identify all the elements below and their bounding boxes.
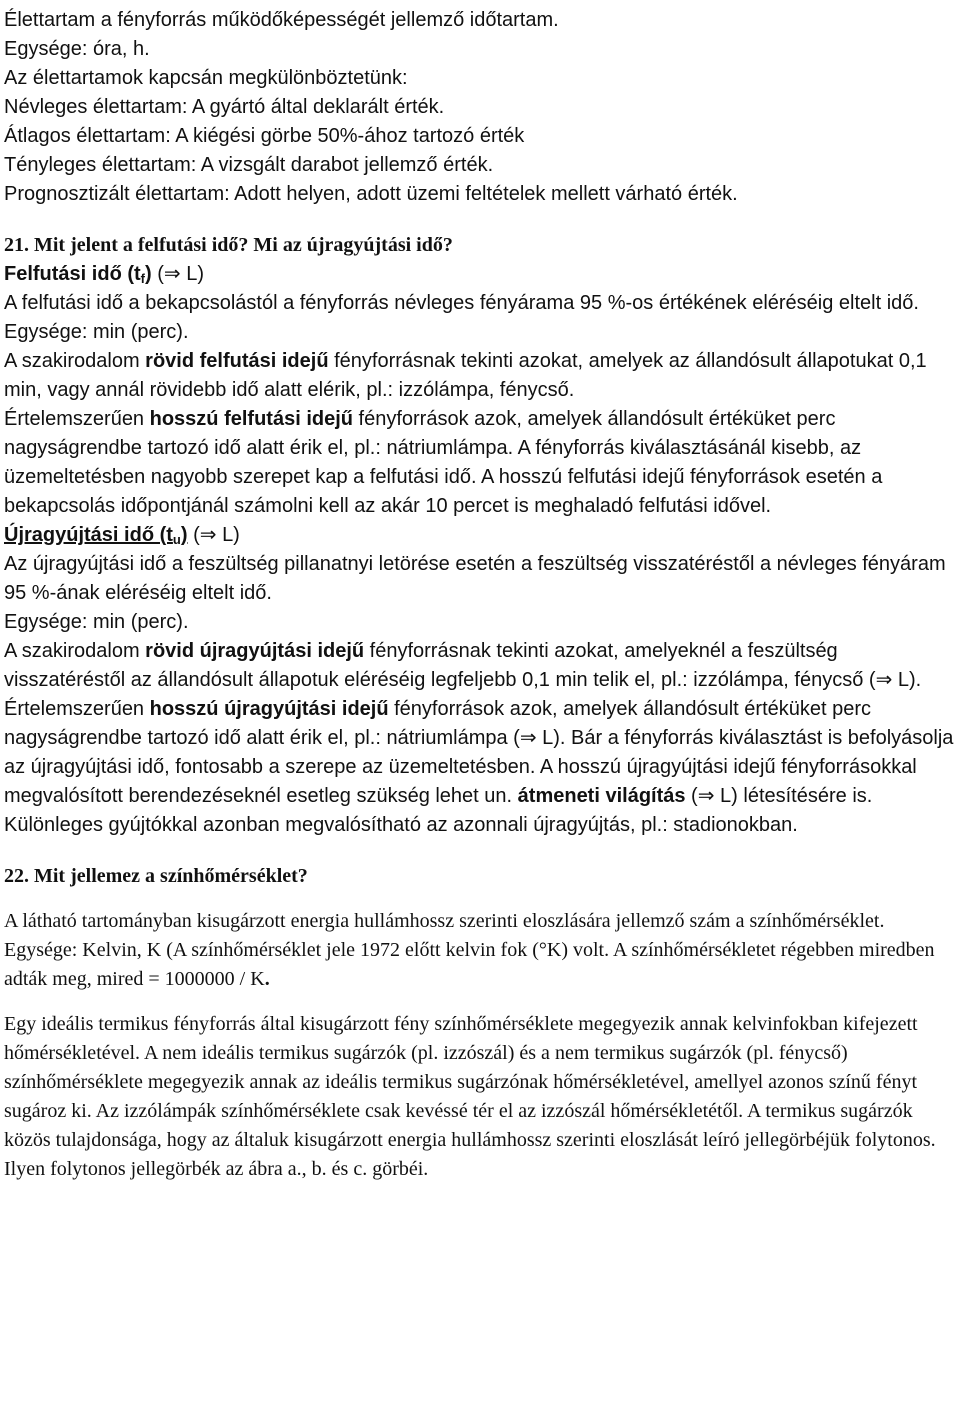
question-21-heading: 21. Mit jelent a felfutási idő? Mi az újragyújtási idő? [4,234,453,256]
text-line: Az élettartamok kapcsán megkülönböztetünk: [4,67,408,89]
restrike-time-unit: Egysége: min (perc). [4,611,189,633]
cross-reference: (⇒ L) [151,263,205,285]
text-line: Átlagos élettartam: A kiégési görbe 50%-ához tartozó érték [4,125,525,147]
text-line: Névleges élettartam: A gyártó által deklarált érték. [4,96,445,118]
restrike-time-term: Újragyújtási idő $(t_u)$ [4,524,188,547]
color-temperature-paragraph: Egy ideális termikus fényforrás által kisugárzott fény színhőmérséklete megegyezik annak kelvinfokban kifejezett hőmérsékletével. A nem ideális termikus sugárzók (pl. izzószál) és a nem termikus sugárzók (pl. fénycső) színhőmérséklete megegyezik annak az ideális termikus sugárzónak hőmérsékletével, amellyel azonos színű fényt sugároz ki. Az izzólámpák színhőmérséklete csak kevéssé tér el az izzószál hőmérsékletétől. A termikus sugárzók közös tulajdonsága, hogy az általuk kisugárzott energia hullámhossz szerinti eloszlását leíró jellegörbéjük folytonos. Ilyen folytonos jellegörbék az ábra a., b. és c. görbéi. [4,1013,936,1180]
text-line: Egysége: óra, h. [4,38,150,60]
run-up-time-section [4,260,956,521]
run-up-time-paragraph: Értelemszerűen hosszú felfutási idejű fényforrások azok, amelyek állandósult értéküket perc nagyságrendbe tartozó idő alatt érik el, pl.: nátriumlámpa. A fényforrás kiválasztásánál kisebb, az üzemeltetésben nagyobb szerepet kap a felfutási idő. A hosszú felfutási idejű fényforrások esetén a bekapcsolás időpontjánál számolni kell az akár 10 percet is meghaladó felfutási idővel. [4,408,883,517]
lifetime-section [4,6,956,209]
restrike-time-definition: Az újragyújtási idő a feszültség pillanatnyi letörése esetén a feszültség visszatéréstől a névleges fényáram 95 %-ának eléréséig eltelt idő. [4,553,946,604]
question-22-heading: 22. Mit jellemez a színhőmérséklet? [4,865,308,887]
run-up-time-heading [4,260,956,289]
text-line: Tényleges élettartam: A vizsgált darabot jellemző érték. [4,154,494,176]
color-temperature-paragraph: A látható tartományban kisugárzott energia hullámhossz szerinti eloszlására jellemző szám a színhőmérséklet. Egysége: Kelvin, K (A színhőmérséklet jele 1972 előtt kelvin fok (°K) volt. A színhőmérsékletet régebben miredben adták meg, mired = 1000000 / K. [4,910,935,990]
restrike-time-heading [4,521,956,550]
run-up-time-term: Felfutási idő $(t_f)$ [4,263,152,286]
cross-reference: (⇒ L) [187,524,240,546]
restrike-time-paragraph: A szakirodalom rövid újragyújtási idejű fényforrásnak tekinti azokat, amelyeknél a feszültség visszatéréstől az állandósult állapotuk eléréséig legfeljebb 0,1 min telik el, pl.: izzólámpa, fénycső (⇒ L). Értelemszerűen hosszú újragyújtási idejű fényforrások azok, amelyek állandósult értéküket perc nagyságrendbe tartozó idő alatt érik el, pl.: nátriumlámpa (⇒ L). Bár a fényforrás kiválasztást is befolyásolja az újragyújtási idő, fontosabb a szerepe az üzemeltetésben. A hosszú újragyújtási idejű fényforrásokkal megvalósított berendezéseknél esetleg szükség lehet un. átmeneti világítás (⇒ L) létesítésére is. Különleges gyújtókkal azonban megvalósítható az azonnali újragyújtás, pl.: stadionokban. [4,640,954,836]
restrike-time-section [4,521,956,840]
text-line: Prognosztizált élettartam: Adott helyen, adott üzemi feltételek mellett várható érték. [4,183,738,205]
text-line: Élettartam a fényforrás működőképességét jellemző időtartam. [4,9,559,31]
run-up-time-unit: Egysége: min (perc). [4,321,189,343]
run-up-time-paragraph: A szakirodalom rövid felfutási idejű fényforrásnak tekinti azokat, amelyek az állandósult állapotukat 0,1 min, vagy annál rövidebb idő alatt elérik, pl.: izzólámpa, fénycső. [4,350,927,401]
run-up-time-definition: A felfutási idő a bekapcsolástól a fényforrás névleges fényárama 95 %-os értékének eléréséig eltelt idő. [4,292,919,314]
